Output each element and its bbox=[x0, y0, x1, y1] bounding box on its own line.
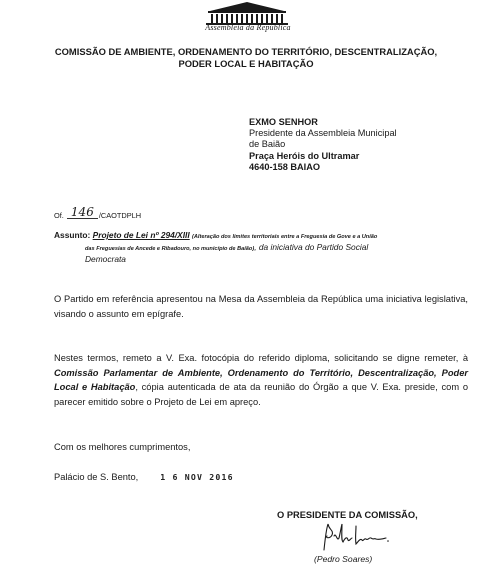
recipient-salutation: EXMO SENHOR bbox=[249, 117, 318, 127]
subject bbox=[54, 230, 474, 265]
body-paragraph-1: O Partido em referência apresentou na Mesa da Assembleia da República uma iniciativa legislativa, visando o assunto em epígrafe. bbox=[54, 294, 468, 319]
recipient-postal: 4640-158 BAIAO bbox=[249, 161, 320, 172]
subject-initiative-line1: , da iniciativa do Partido Social bbox=[254, 242, 369, 253]
date-stamp: 1 6 NOV 2016 bbox=[160, 472, 234, 482]
place-date-line bbox=[54, 470, 468, 485]
subject-initiative-line2: Democrata bbox=[85, 254, 126, 265]
place: Palácio de S. Bento, bbox=[54, 472, 139, 482]
committee-heading-line1: COMISSÃO DE AMBIENTE, ORDENAMENTO DO TERRITÓRIO, DESCENTRALIZAÇÃO, bbox=[54, 46, 438, 57]
committee-heading-line2: PODER LOCAL E HABITAÇÃO bbox=[178, 58, 314, 69]
subject-detail-line2: das Freguesias de Ancede e Ribadouro, no município de Baião) bbox=[85, 246, 255, 253]
signer-role: O PRESIDENTE DA COMISSÃO, bbox=[277, 510, 418, 520]
reference-number: 146 bbox=[67, 206, 98, 219]
body-paragraph-2 bbox=[54, 351, 468, 409]
p2-intro: Nestes termos, remeto a V. Exa. fotocópia do referido diploma, solicitando se digne remeter, à bbox=[54, 353, 468, 363]
recipient-title-line2: de Baião bbox=[249, 139, 286, 150]
signer-name: (Pedro Soares) bbox=[314, 554, 373, 564]
recipient-title-line1: Presidente da Assembleia Municipal bbox=[249, 128, 397, 139]
p2-committee-name: Comissão Parlamentar de Ambiente, Ordenamento do Território, Descentralização, Poder Local e Habitação bbox=[54, 367, 468, 393]
subject-detail-line1: (Alteração dos limites territoriais entre a Freguesia de Gove e a União bbox=[192, 234, 378, 240]
institution-name: Assembleia da República bbox=[205, 23, 291, 32]
reference-suffix: /CAOTDPLH bbox=[98, 211, 142, 220]
handwritten-signature bbox=[316, 520, 392, 554]
recipient-address bbox=[249, 117, 397, 173]
committee-heading bbox=[30, 46, 462, 70]
reference-line bbox=[54, 205, 142, 221]
reference-prefix: Of. bbox=[54, 211, 64, 220]
subject-project: Projeto de Lei nº 294/XIII bbox=[92, 230, 190, 240]
closing-line: Com os melhores cumprimentos, bbox=[54, 442, 191, 452]
subject-label: Assunto: bbox=[54, 230, 91, 240]
p2-outro: , cópia autenticada de ata da reunião do Órgão a que V. Exa. preside, com o parecer emitido sobre o Projeto de Lei em apreço. bbox=[54, 382, 468, 407]
recipient-street: Praça Heróis do Ultramar bbox=[249, 150, 360, 161]
